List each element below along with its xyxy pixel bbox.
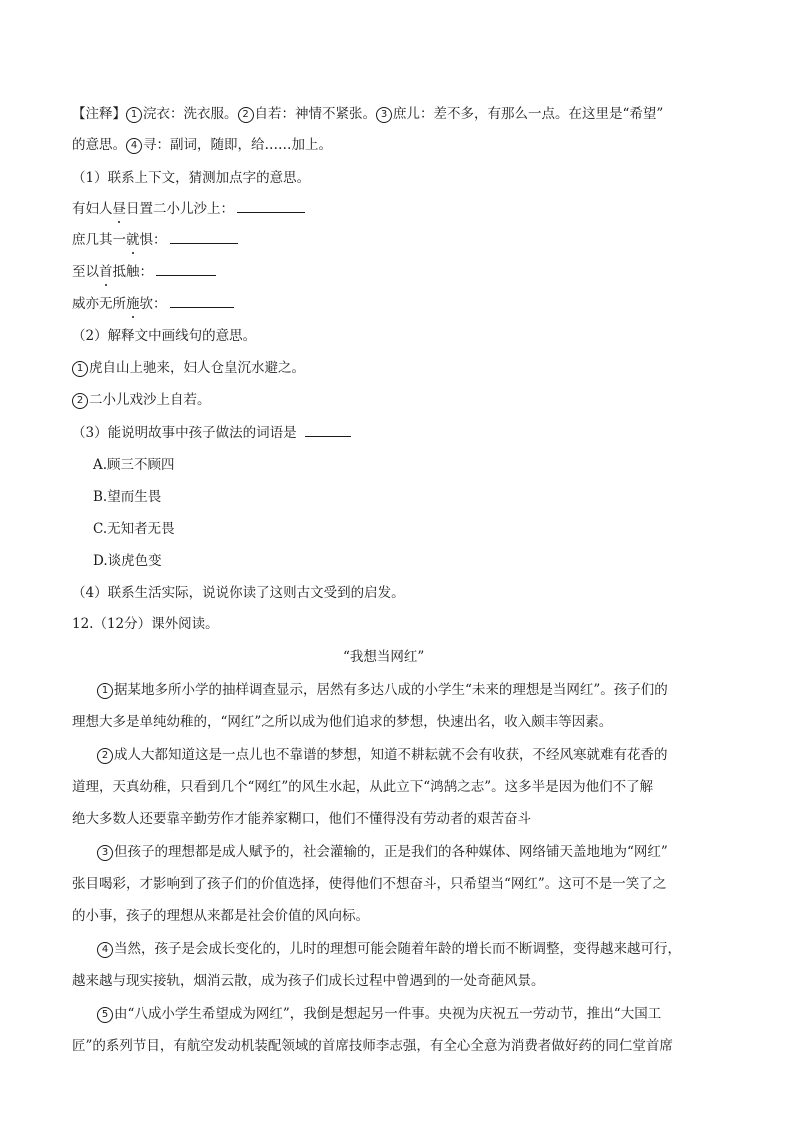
question-1-stem: （1）联系上下文，猜测加点字的意思。	[72, 170, 311, 186]
option-c[interactable]: C.无知者无畏	[93, 521, 175, 537]
option-d[interactable]: D.谈虎色变	[93, 553, 162, 569]
paragraph-2-line-3: 绝大多数人还要靠辛勤劳作才能养家糊口，他们不懂得没有劳动者的艰苦奋斗	[72, 811, 531, 827]
paragraph-4-line-2: 越来越与现实接轨，烟消云散，成为孩子们成长过程中曾遇到的一处奇葩风景。	[72, 973, 545, 989]
circled-number: 1	[126, 107, 142, 123]
answer-blank[interactable]	[170, 230, 238, 244]
answer-blank[interactable]	[237, 199, 305, 213]
dotted-char: 首	[99, 264, 113, 280]
question-12-header: 12.（12分）课外阅读。	[72, 616, 219, 632]
question-3-stem: （3）能说明故事中孩子做法的词语是	[72, 423, 351, 443]
question-1-item-b: 庶几其一就惧：	[72, 230, 238, 250]
circled-number: 5	[97, 1007, 113, 1023]
option-b[interactable]: B.望而生畏	[93, 489, 162, 505]
answer-blank[interactable]	[170, 294, 234, 308]
circled-number: 2	[72, 393, 88, 409]
circled-number: 1	[72, 361, 88, 377]
question-2-sentence-1: 1 虎自山上驰来，妇人仓皇沉水避之。	[72, 358, 305, 378]
question-1-item-d: 威亦无所施欤：	[72, 294, 234, 314]
question-1-item-c: 至以首抵触：	[72, 262, 216, 282]
dotted-char: 施	[126, 296, 140, 312]
question-2-sentence-2: 2 二小儿戏沙上自若。	[72, 390, 211, 410]
circled-number: 1	[97, 683, 113, 699]
circled-number: 4	[126, 138, 142, 154]
option-a[interactable]: A.顾三不顾四	[93, 457, 175, 473]
circled-number: 2	[97, 748, 113, 764]
note-line-1: 【注释】 1 浣衣：洗衣服。 2 自若：神情不紧张。 3 庶儿：差不多，有那么一点。在这里是“希望”	[72, 106, 664, 122]
dotted-char: 就	[126, 232, 140, 248]
paragraph-5-line-2: 匠”的系列节目，有航空发动机装配领域的首席技师李志强，有全心全意为消费者做好药的同仁堂首席	[72, 1038, 673, 1054]
answer-blank[interactable]	[305, 423, 351, 437]
paragraph-3-line-1: 3 但孩子的理想都是成人赋予的，社会灌输的，正是我们的各种媒体、网络铺天盖地地为“网红”	[97, 842, 668, 862]
circled-number: 3	[376, 107, 392, 123]
circled-number: 4	[97, 942, 113, 958]
paragraph-3-line-3: 的小事，孩子的理想从来都是社会价值的风向标。	[72, 908, 369, 924]
paragraph-2-line-1: 2 成人大都知道这是一点儿也不靠谱的梦想，知道不耕耘就不会有收获，不经风寒就难有花香的	[97, 745, 668, 765]
paragraph-2-line-2: 道理，天真幼稚，只看到几个“网红”的风生水起，从此立下“鸿鹄之志”。这多半是因为他们不了解	[72, 779, 654, 795]
note-line-2: 的意思。 4 寻：副词，随即，给……加上。	[72, 137, 332, 153]
paragraph-1-line-1: 1 据某地多所小学的抽样调查显示，居然有多达八成的小学生“未来的理想是当网红”。孩子们的	[97, 680, 668, 700]
paragraph-1-line-2: 理想大多是单纯幼稚的，“网红”之所以成为他们追求的梦想，快速出名，收入颇丰等因素。	[72, 714, 613, 730]
question-1-item-a: 有妇人昼日置二小儿沙上：	[72, 199, 305, 219]
article-title: “我想当网红”	[343, 649, 425, 665]
paragraph-5-line-1: 5 由“八成小学生希望成为网红”，我倒是想起另一件事。央视为庆祝五一劳动节，推出“大国工	[97, 1004, 661, 1024]
answer-blank[interactable]	[156, 262, 216, 276]
question-2-stem: （2）解释文中画线句的意思。	[72, 328, 257, 344]
paragraph-4-line-1: 4 当然，孩子是会成长变化的，儿时的理想可能会随着年龄的增长而不断调整，变得越来越可行，	[97, 939, 681, 959]
circled-number: 3	[97, 845, 113, 861]
circled-number: 2	[238, 107, 254, 123]
paragraph-3-line-2: 张目喝彩，才影响到了孩子们的价值选择，使得他们不想奋斗，只希望当“网红”。这可不是一笑了之	[72, 876, 667, 892]
question-4-stem: （4）联系生活实际，说说你读了这则古文受到的启发。	[72, 585, 405, 601]
dotted-char: 昼	[112, 201, 126, 217]
